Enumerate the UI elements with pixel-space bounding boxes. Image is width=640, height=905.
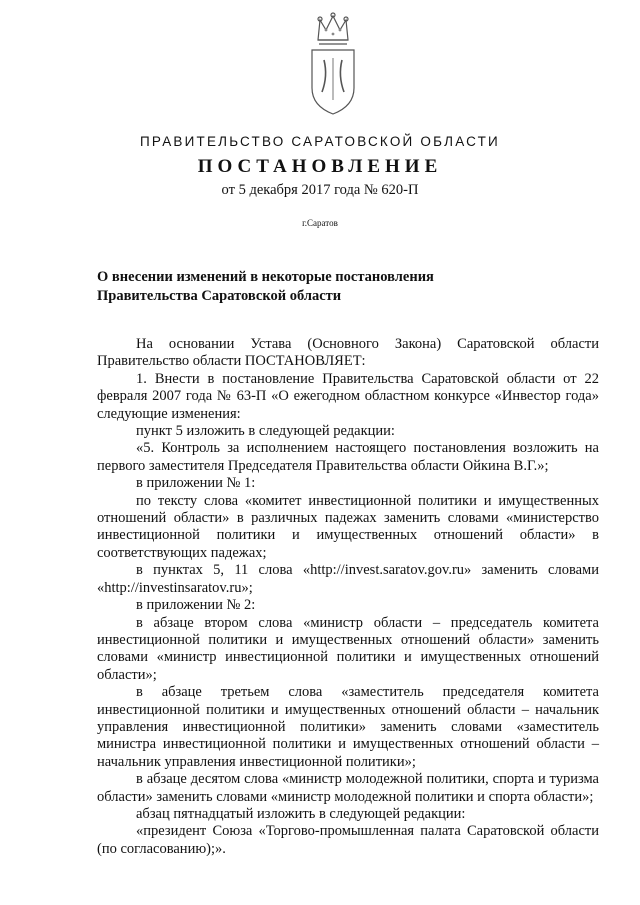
body-paragraph: в приложении № 2: (136, 597, 256, 614)
body-paragraph: в абзаце третьем слова «заместитель председателя комитета инвестиционной политики и имущественных отношений области – начальник управления инвестиционной политики» заменить словами «заместитель министра инвестиционной политики и имущественных отношений области – начальник управления инвестиционной политики»; (97, 684, 599, 770)
city-label: г.Саратов (302, 218, 338, 228)
document-title-line: Правительства Саратовской области (97, 288, 342, 304)
body-paragraph: в приложении № 1: (136, 475, 256, 492)
document-date-number: от 5 декабря 2017 года № 620-П (221, 182, 419, 198)
body-paragraph: абзац пятнадцатый изложить в следующей редакции: (136, 805, 466, 822)
body-paragraph: в пунктах 5, 11 слова «http://invest.saratov.gov.ru» заменить словами «http://investinsaratov.ru»; (97, 562, 599, 596)
document-body (97, 336, 599, 858)
document-type: ПОСТАНОВЛЕНИЕ (197, 156, 443, 177)
body-paragraph: в абзаце втором слова «министр области – председатель комитета инвестиционной политики и имущественных отношений области» заменить словами «министр инвестиционной политики и имущественных отношений области»; (97, 614, 599, 683)
document-title (97, 268, 557, 306)
document-title-line: О внесении изменений в некоторые постановления (97, 269, 434, 285)
body-paragraph: в абзаце десятом слова «министр молодежной политики, спорта и туризма области» заменить словами «министр молодежной политики и спорта области»; (97, 771, 599, 805)
body-paragraph: На основании Устава (Основного Закона) Саратовской области Правительство области ПОСТАНОВЛЯЕТ: (97, 336, 599, 370)
coat-of-arms-emblem (298, 10, 368, 122)
body-paragraph: 1. Внести в постановление Правительства Саратовской области от 22 февраля 2007 года № 63-П «О ежегодном областном конкурсе «Инвестор года» следующие изменения: (97, 370, 599, 422)
body-paragraph: пункт 5 изложить в следующей редакции: (136, 423, 395, 440)
organization-name: ПРАВИТЕЛЬСТВО САРАТОВСКОЙ ОБЛАСТИ (140, 134, 500, 149)
body-paragraph: «президент Союза «Торгово-промышленная палата Саратовской области (по согласованию);». (97, 823, 599, 857)
body-paragraph: «5. Контроль за исполнением настоящего постановления возложить на первого заместителя Председателя Правительства области Ойкина В.Г.»; (97, 440, 599, 474)
body-paragraph: по тексту слова «комитет инвестиционной политики и имущественных отношений области» в различных падежах заменить словами «министерство инвестиционной политики и имущественных отношений области» в соответствующих падежах; (97, 492, 599, 561)
